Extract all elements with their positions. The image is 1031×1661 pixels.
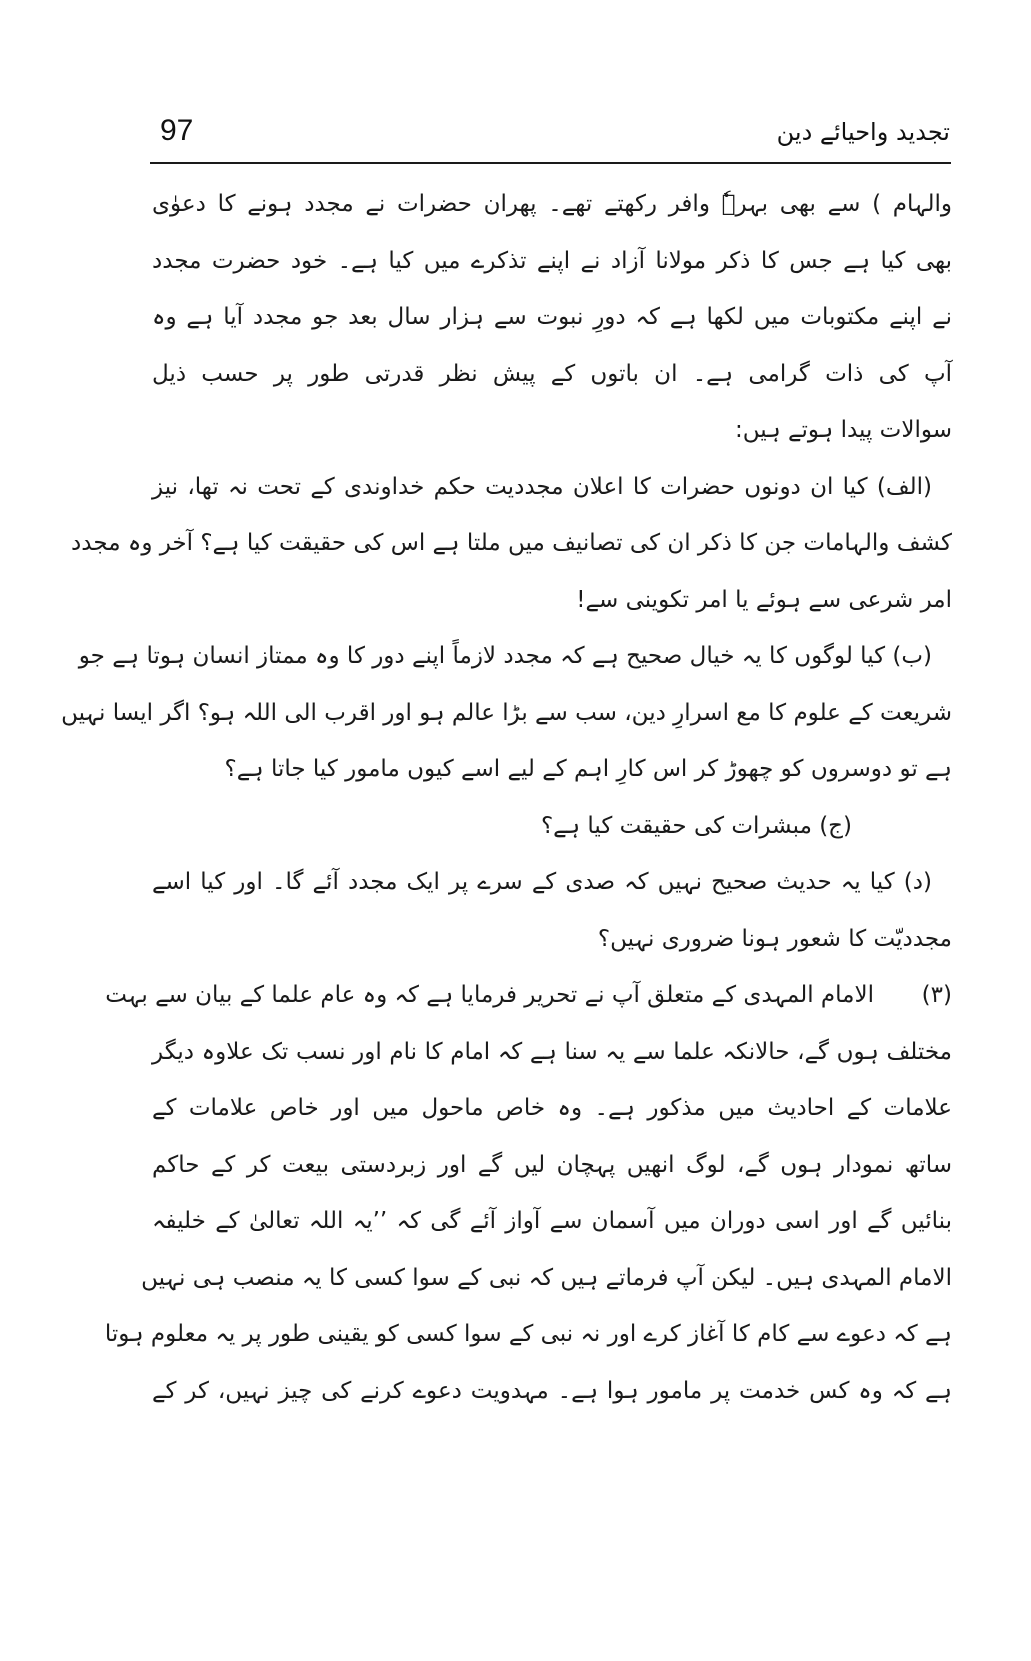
body-text xyxy=(61,176,952,1419)
text-line: الامام المہدی کے متعلق آپ نے تحریر فرمایا ہے کہ وہ عام علما کے بیان سے بہت xyxy=(105,982,874,1008)
item-number: (۳) xyxy=(921,982,952,1008)
text-line: ہے کہ دعوے سے کام کا آغاز کرے اور نہ نبی کے سوا کسی کو یقینی طور پر یہ معلوم ہوتا xyxy=(104,1321,952,1347)
text-line: مجددیّت کا شعور ہونا ضروری نہیں؟ xyxy=(597,925,952,952)
text-line: نے اپنے مکتوبات میں لکھا ہے کہ دورِ نبوت سے ہزار سال بعد جو مجدد آیا ہے وہ xyxy=(152,304,952,330)
text-line: سوالات پیدا ہوتے ہیں: xyxy=(735,417,952,443)
text-line: کشف والہامات جن کا ذکر ان کی تصانیف میں ملتا ہے اس کی حقیقت کیا ہے؟ آخر وہ مجدد xyxy=(71,530,952,556)
text-line: (د) کیا یہ حدیث صحیح نہیں کہ صدی کے سرے پر ایک مجدد آئے گا۔ اور کیا اسے xyxy=(152,869,932,895)
text-line: (ب) کیا لوگوں کا یہ خیال صحیح ہے کہ مجدد لازماً اپنے دور کا وہ ممتاز انسان ہوتا ہے جو xyxy=(78,643,932,669)
text-line: بنائیں گے اور اسی دوران میں آسمان سے آواز آئے گی کہ ’’یہ اللہ تعالیٰ کے خلیفہ xyxy=(152,1208,952,1234)
page-number: 97 xyxy=(160,114,194,147)
text-line: ہے تو دوسروں کو چھوڑ کر اس کارِ اہم کے لیے اسے کیوں مامور کیا جاتا ہے؟ xyxy=(224,756,952,782)
page-header xyxy=(150,112,950,164)
numbered-item-first-line xyxy=(105,967,952,1024)
text-line: (ج) مبشرات کی حقیقت کیا ہے؟ xyxy=(540,812,852,839)
text-line: ہے کہ وہ کس خدمت پر مامور ہوا ہے۔ مہدویت دعوے کرنے کی چیز نہیں، کر کے xyxy=(152,1377,952,1404)
running-title: تجدید واحیائے دین xyxy=(776,118,950,146)
text-line: علامات کے احادیث میں مذکور ہے۔ وہ خاص ماحول میں اور خاص علامات کے xyxy=(152,1095,952,1121)
text-line: مختلف ہوں گے، حالانکہ علما سے یہ سنا ہے کہ امام کا نام اور نسب تک علاوہ دیگر xyxy=(152,1038,952,1065)
text-line: آپ کی ذات گرامی ہے۔ ان باتوں کے پیش نظر قدرتی طور پر حسب ذیل xyxy=(152,360,952,387)
text-line: بھی کیا ہے جس کا ذکر مولانا آزاد نے اپنے تذکرے میں کیا ہے۔ خود حضرت مجدد xyxy=(152,247,952,274)
text-line: والہام ) سے بھی بہرہٗ وافر رکھتے تھے۔ پھران حضرات نے مجدد ہونے کا دعوٰی xyxy=(152,191,952,217)
text-line: امر شرعی سے ہوئے یا امر تکوینی سے! xyxy=(576,586,952,613)
text-line: شریعت کے علوم کا مع اسرارِ دین، سب سے بڑا عالم ہو اور اقرب الی اللہ ہو؟ اگر ایسا نہیں xyxy=(61,699,952,726)
header-divider xyxy=(150,162,951,164)
text-line: (الف) کیا ان دونوں حضرات کا اعلان مجددیت حکم خداوندی کے تحت نہ تھا، نیز xyxy=(152,473,932,500)
text-line: الامام المہدی ہیں۔ لیکن آپ فرماتے ہیں کہ نبی کے سوا کسی کا یہ منصب ہی نہیں xyxy=(141,1264,952,1291)
text-line: ساتھ نمودار ہوں گے، لوگ انھیں پہچان لیں گے اور زبردستی بیعت کر کے حاکم xyxy=(152,1151,952,1178)
